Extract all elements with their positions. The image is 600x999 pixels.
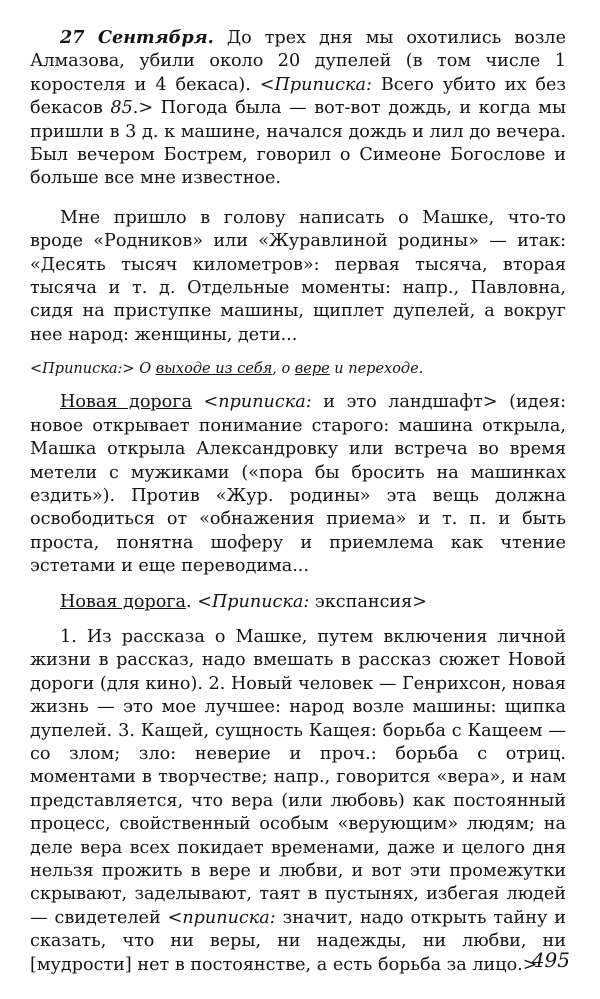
note-label: Приписка: [211, 591, 310, 612]
page-number: 495 [531, 948, 570, 972]
annotation-line: <Приписка:> О выходе из себя, о вере и переходе. [30, 361, 424, 378]
note-label: приписка: [218, 392, 312, 413]
note-label: Приписка: [274, 74, 372, 95]
document-page [30, 26, 566, 977]
entry-text: Всего убито их без бекасов [30, 74, 566, 119]
new-road-paragraph: Новая дорога <приписка: и это ландшафт> (идея: новое открывает понимание старого: машина открыла, Машка открыла Александровку или встреча во время метели с мужиками («пора бы бросить на машинках ездить»). Против «Жур. родины» эта вещь должна освободиться от «обнажения приема» и т. п. и быть проста, понятна шоферу и приемлема как чтение эстетами и еще переводима... [30, 392, 566, 577]
underlined-phrase: вере [294, 361, 330, 378]
entry-text: До трех дня мы охотились возле Алмазова, убили около 20 дупелей (в том числе 1 коростеля и 4 бекаса). < [30, 28, 567, 95]
note-label: Приписка: [42, 361, 123, 378]
idea-paragraph: Мне пришло в голову написать о Машке, что-то вроде «Родников» или «Журавлиной родины» — итак: «Десять тысяч километров»: первая тысяча, вторая тысяча и т. д. Отдельные моменты: напр., Павловна, сидя на приступке машины, щиплет дупелей, а вокруг нее народ: женщины, дети... [30, 207, 566, 345]
entry-date: 27 Сентября. [60, 27, 214, 48]
entry-text: .> Погода была — вот-вот дождь, и когда мы пришли в 3 д. к машине, начался дождь и лил до вечера. Был вечером Бострем, говорил о Симеоне Богослове и больше все мне известное. [30, 98, 566, 189]
diary-entry-paragraph [30, 26, 566, 191]
section-title: Новая дорога [60, 392, 192, 413]
underlined-phrase: выходе из себя [155, 361, 273, 378]
note-label: приписка: [182, 907, 276, 928]
count-value: 85 [110, 98, 133, 119]
new-road-heading: Новая дорога. <Приписка: экспансия> [60, 591, 428, 612]
section-title: Новая дорога [60, 591, 187, 612]
plan-paragraph: 1. Из рассказа о Машке, путем включения личной жизни в рассказ, надо вмешать в рассказ сюжет Новой дороги (для кино). 2. Новый человек — Генрихсон, новая жизнь — это мое лучшее: народ возле машины: щипка дупелей. 3. Кащей, сущность Кащея: борьба с Кащеем — со злом; зло: неверие и проч.: борьба с отриц. моментами в творчестве; напр., говорится «вера», и нам представляется, что вера (или любовь) как постоянный процесс, свойственный особым «верующим» людям; на деле вера всех покидает временами, даже и целого дня нельзя прожить в вере и любви, и вот эти промежутки скрывают, заделывают, таят в пустынях, избегая людей — свидетелей <приписка: значит, надо открыть тайну и сказать, что ни веры, ни надежды, ни любви, ни [мудрости] нет в постоянстве, а есть борьба за лицо.> [30, 626, 566, 975]
